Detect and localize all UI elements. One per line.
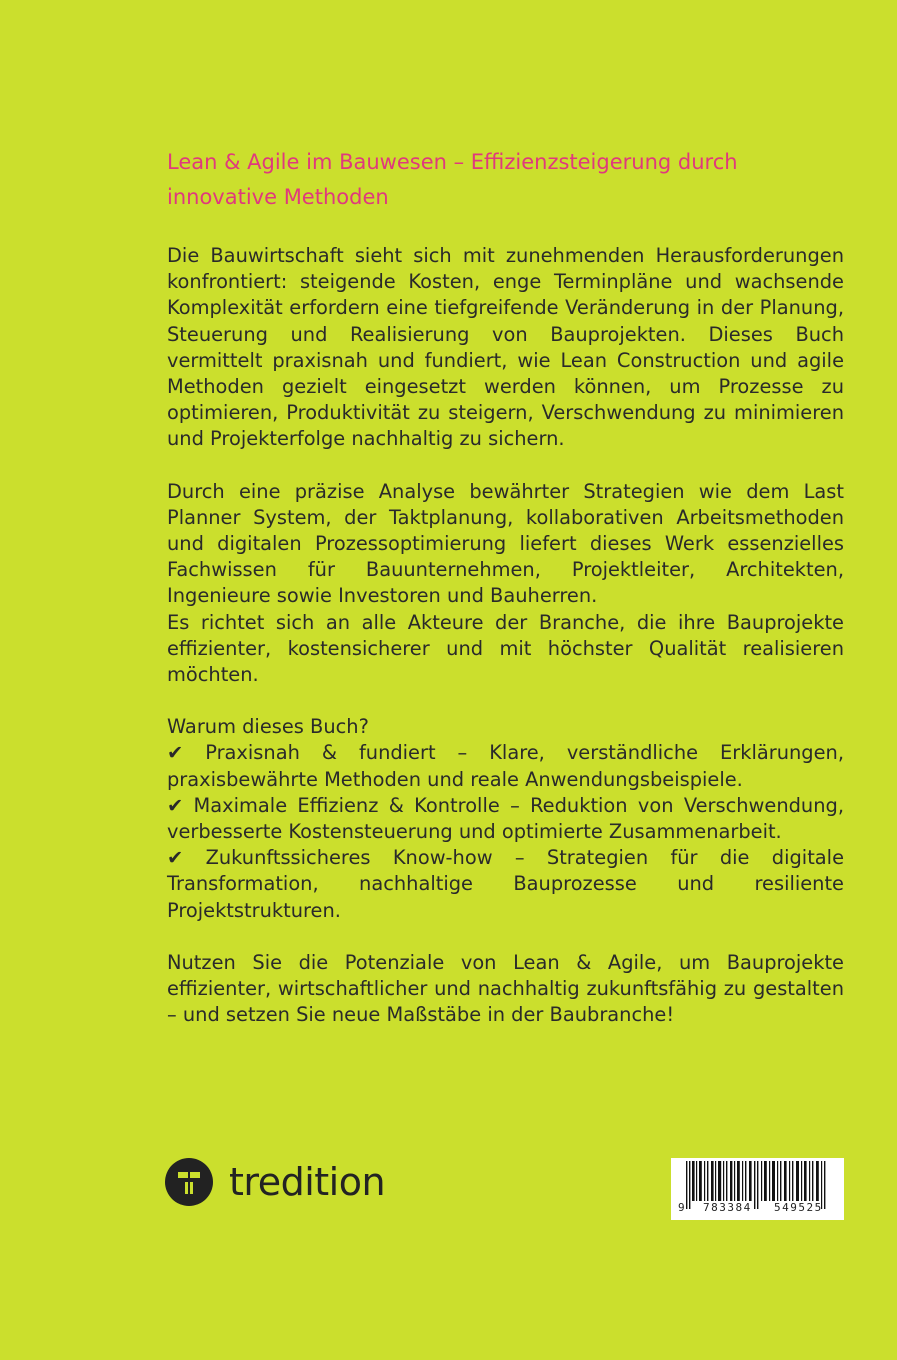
benefit-item-future: ✔ Zukunftssicheres Know-how – Strategien für die digitale Transformation, nachhaltige Bauprozesse und resiliente Projektstrukturen.: [167, 846, 844, 922]
publisher-brand: [165, 1157, 385, 1207]
barcode-first-digit: 9: [678, 1201, 685, 1214]
barcode-right-group: 549525: [774, 1201, 823, 1214]
benefit-item-efficiency: ✔ Maximale Effizienz & Kontrolle – Reduktion von Verschwendung, verbesserte Kostensteuerung und optimierte Zusammenarbeit.: [167, 793, 844, 844]
barcode-left-group: 783384: [703, 1201, 752, 1214]
strategy-paragraph: Durch eine präzise Analyse bewährter Strategien wie dem Last Planner System, der Taktplanung, kollaborativen Arbeitsmethoden und digitalen Prozessoptimierung liefert dieses Werk essenzielles Fachwissen für Bauunternehmen, Projektleiter, Architekten, Ingenieure sowie Investoren und Bauherren.: [167, 479, 844, 608]
tredition-logo-icon: [165, 1158, 213, 1206]
blurb: [167, 145, 844, 1028]
benefit-item-practical: ✔ Praxisnah & fundiert – Klare, verständliche Erklärungen, praxisbewährte Methoden und reale Anwendungsbeispiele.: [167, 741, 844, 791]
closing-paragraph: Nutzen Sie die Potenziale von Lean & Agile, um Bauprojekte effizienter, wirtschaftlicher und nachhaltig zukunftsfähig zu gestalten – und setzen Sie neue Maßstäbe in der Baubranche!: [167, 950, 844, 1027]
why-heading: Warum dieses Buch?: [167, 715, 369, 739]
audience-paragraph: Es richtet sich an alle Akteure der Branche, die ihre Bauprojekte effizienter, kostensicherer und mit höchster Qualität realisieren möchten.: [167, 610, 844, 687]
isbn-barcode: [671, 1158, 844, 1220]
publisher-name: tredition: [229, 1160, 386, 1204]
intro-paragraph: Die Bauwirtschaft sieht sich mit zunehmenden Herausforderungen konfrontiert: steigende Kosten, enge Terminpläne und wachsende Komplexität erfordern eine tiefgreifende Veränderung in der Planung, Steuerung und Realisierung von Bauprojekten. Dieses Buch vermittelt praxisnah und fundiert, wie Lean Construction und agile Methoden gezielt eingesetzt werden können, um Prozesse zu optimieren, Produktivität zu steigern, Verschwendung zu minimieren und Projekterfolge nachhaltig zu sichern.: [167, 244, 844, 451]
book-title: Lean & Agile im Bauwesen – Effizienzsteigerung durch innovative Methoden: [167, 150, 738, 209]
barcode-digits: [671, 1201, 844, 1217]
